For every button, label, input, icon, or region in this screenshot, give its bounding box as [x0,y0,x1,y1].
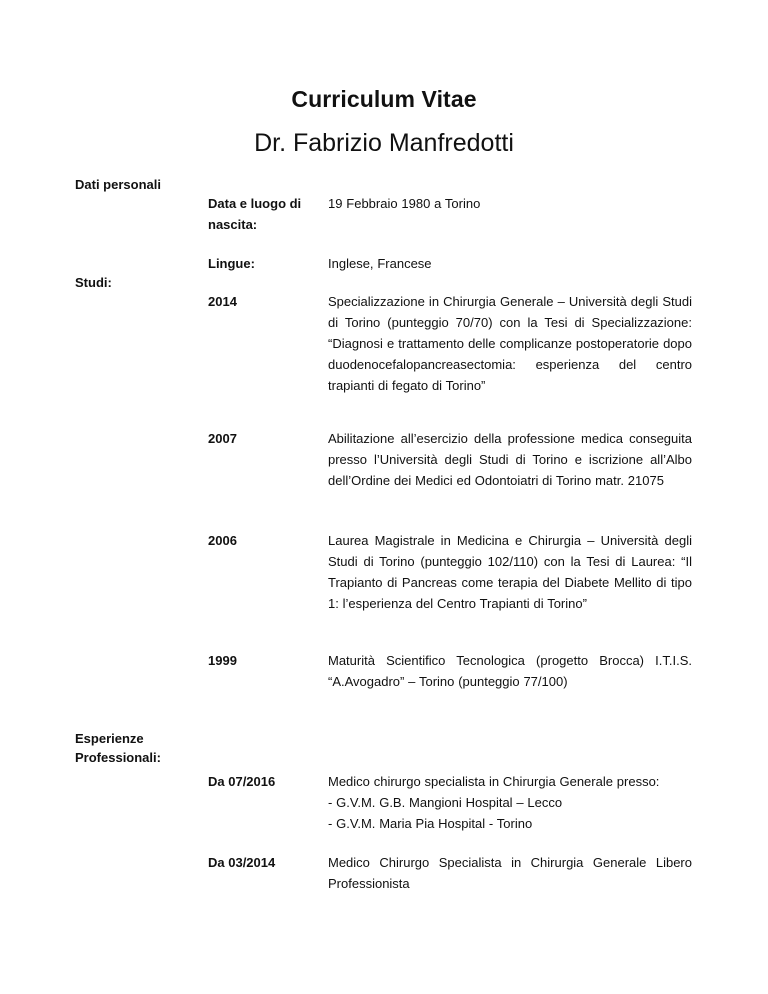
study-year: 1999 [208,653,237,668]
experience-line: - G.V.M. G.B. Mangioni Hospital – Lecco [328,795,563,810]
section-label-experience: Esperienze Professionali: [75,731,161,765]
study-text: Abilitazione all’esercizio della professione medica conseguita presso l’Università degli Studi di Torino e iscrizione all’Albo dell’Ordine dei Medici ed Odontoiatri di Torino matr. 21075 [328,431,692,488]
languages-label: Lingue: [208,256,255,271]
experience-text [328,771,692,834]
study-text: Maturità Scientifico Tecnologica (progetto Brocca) I.T.I.S. “A.Avogadro” – Torino (punteggio 77/100) [328,653,692,689]
section-label-personal: Dati personali [75,177,161,192]
languages-value: Inglese, Francese [328,256,432,271]
experience-period: Da 07/2016 [208,774,276,789]
section-label-studies: Studi: [75,275,112,290]
birth-label: Data e luogo di nascita: [208,196,302,232]
birth-value: 19 Febbraio 1980 a Torino [328,196,481,211]
experience-period: Da 03/2014 [208,855,276,870]
experience-text [328,852,692,894]
doctor-name: Dr. Fabrizio Manfredotti [254,129,514,157]
study-year: 2014 [208,294,237,309]
cv-title: Curriculum Vitae [291,86,477,112]
study-year: 2007 [208,431,237,446]
study-text: Specializzazione in Chirurgia Generale – Università degli Studi di Torino (punteggio 70/70) con la Tesi di Specializzazione: “Diagnosi e trattamento delle complicanze postoperatorie dopo duodenocefalopancreasectomia: esperienza del centro trapianti di fegato di Torino” [328,294,692,393]
experience-line: - G.V.M. Maria Pia Hospital - Torino [328,816,533,831]
experience-line: Medico Chirurgo Specialista in Chirurgia Generale Libero Professionista [328,855,692,891]
experience-line: Medico chirurgo specialista in Chirurgia Generale presso: [328,774,660,789]
study-year: 2006 [208,533,237,548]
study-text: Laurea Magistrale in Medicina e Chirurgia – Università degli Studi di Torino (punteggio 102/110) con la Tesi di Laurea: “Il Trapianto di Pancreas come terapia del Diabete Mellito di tipo 1: l’esperienza del Centro Trapianti di Torino” [328,533,692,611]
